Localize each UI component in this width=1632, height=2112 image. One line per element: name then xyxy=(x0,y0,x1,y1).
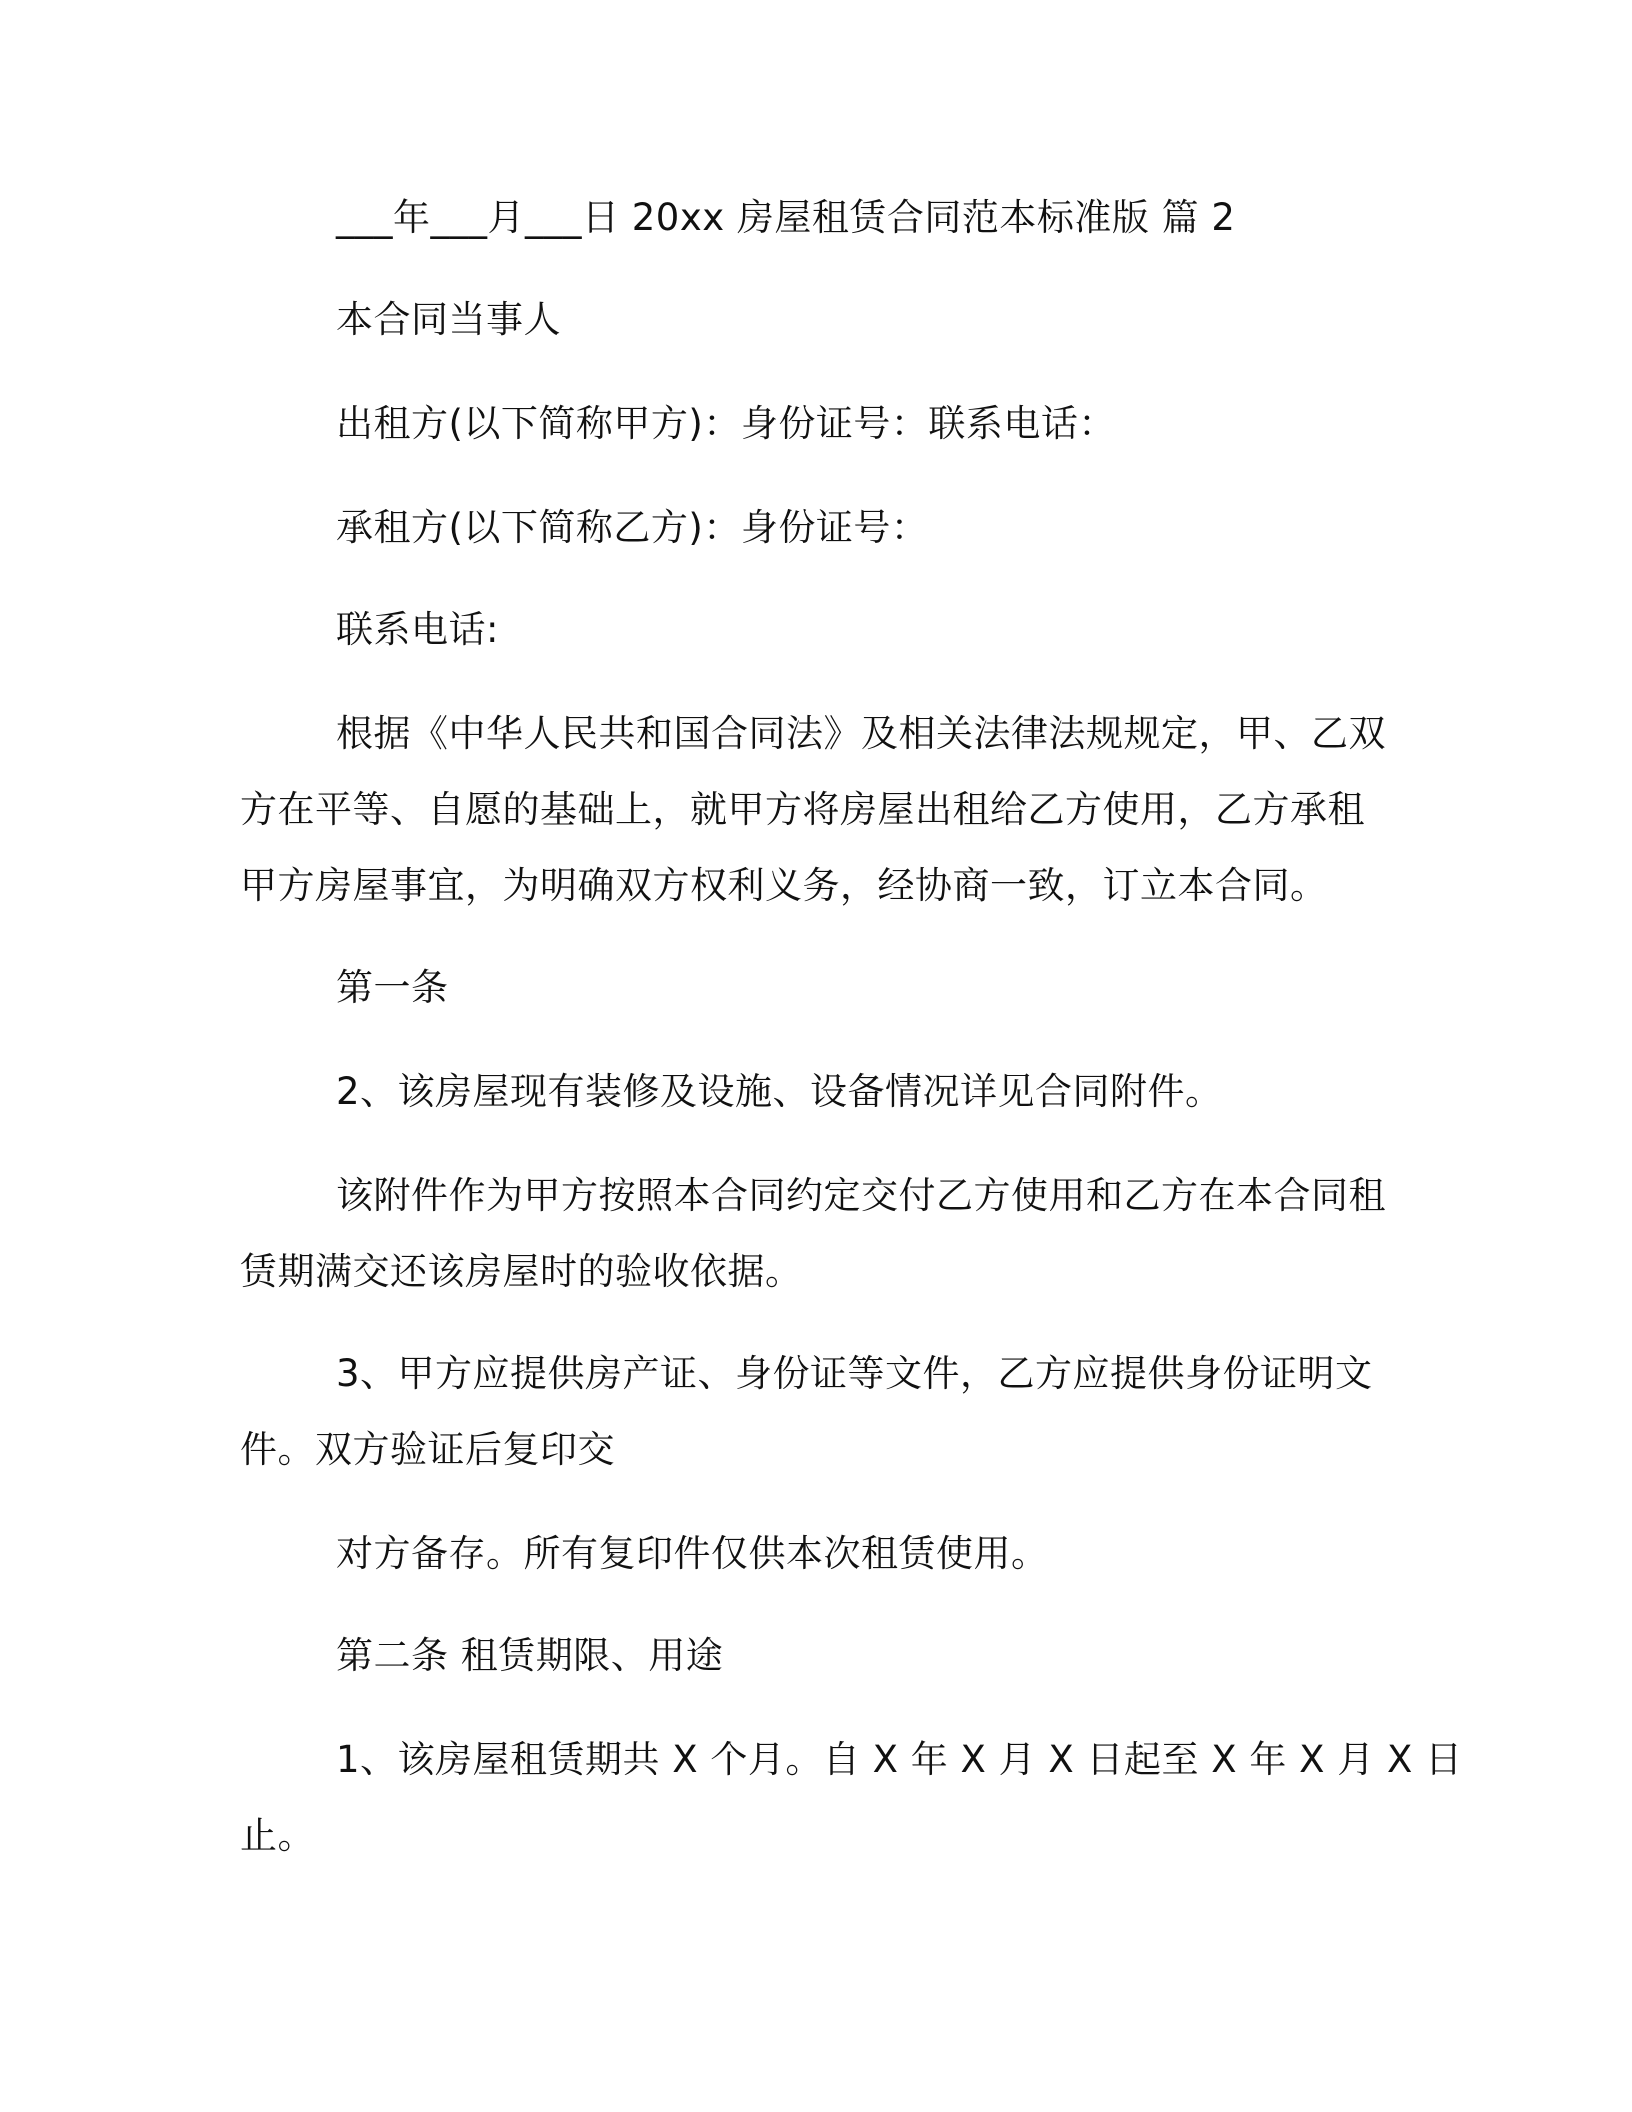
intro-line-1: 根据《中华人民共和国合同法》及相关法律法规规定，甲、乙双 xyxy=(336,712,1386,755)
intro-line-3: 甲方房屋事宜，为明确双方权利义务，经协商一致，订立本合同。 xyxy=(240,864,1328,907)
article-1-title: 第一条 xyxy=(336,966,449,1009)
heading-line: ___年___月___日 20xx 房屋租赁合同范本标准版 篇 2 xyxy=(336,196,1236,239)
annex-line-1: 该附件作为甲方按照本合同约定交付乙方使用和乙方在本合同租 xyxy=(336,1174,1386,1217)
annex-line-2: 赁期满交还该房屋时的验收依据。 xyxy=(240,1250,803,1293)
parties-title: 本合同当事人 xyxy=(336,298,561,341)
lessor-line: 出租方(以下简称甲方)：身份证号：联系电话： xyxy=(336,402,1116,445)
article-2-title: 第二条 租赁期限、用途 xyxy=(336,1634,724,1677)
clause-3-line-1: 3、甲方应提供房产证、身份证等文件，乙方应提供身份证明文 xyxy=(336,1352,1373,1395)
copies-line: 对方备存。所有复印件仅供本次租赁使用。 xyxy=(336,1532,1049,1575)
term-line-2: 止。 xyxy=(240,1814,315,1857)
intro-line-2: 方在平等、自愿的基础上，就甲方将房屋出租给乙方使用，乙方承租 xyxy=(240,788,1365,831)
clause-2: 2、该房屋现有装修及设施、设备情况详见合同附件。 xyxy=(336,1070,1223,1113)
clause-3-line-2: 件。双方验证后复印交 xyxy=(240,1428,615,1471)
lessee-line: 承租方(以下简称乙方)：身份证号： xyxy=(336,506,929,549)
lessee-phone-line: 联系电话: xyxy=(336,608,499,651)
term-line-1: 1、该房屋租赁期共 X 个月。自 X 年 X 月 X 日起至 X 年 X 月 X 日 xyxy=(336,1738,1463,1781)
